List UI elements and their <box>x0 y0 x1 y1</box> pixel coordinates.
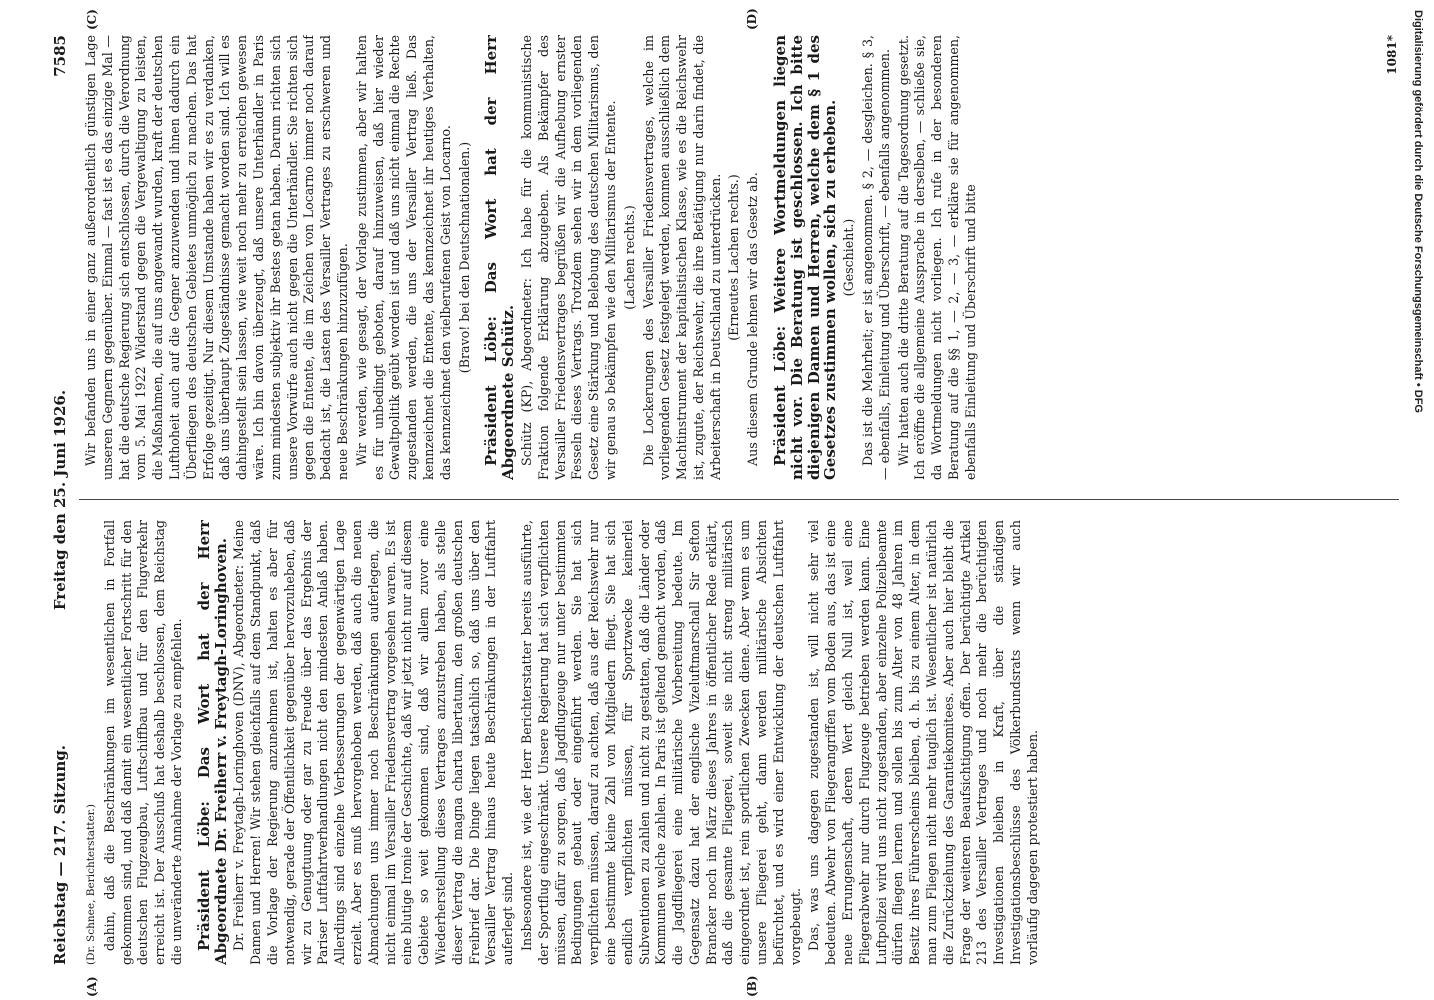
president-statement: Präsident Löbe: Weitere Wortmeldungen liegen nicht vor. Die Beratung ist geschlossen. Ich bitte diejenigen Damen und Herren, welche dem § 1 des Gesetzes zustimmen wollen, sich zu erheben. <box>771 35 840 480</box>
marker-b: (B) <box>745 975 759 997</box>
header-date: Freitag den 25. Juni 1926. <box>51 389 69 611</box>
page-header <box>45 35 75 965</box>
signature-mark: 1081* <box>1385 35 1399 75</box>
marker-c: (C) <box>85 9 99 30</box>
digitization-credit <box>1404 10 1430 990</box>
credit-text: Digitalisierung gefördert durch die Deutsche Forschungsgemeinschaft • DFG <box>1412 10 1424 413</box>
marker-a: (A) <box>85 976 99 997</box>
interjection: (Bravo! bei den Deutschnationalen.) <box>456 141 472 374</box>
paragraph: Insbesondere ist, wie der Herr Berichterstatter bereits ausführte, der Sportflug eingeschränkt. Unsere Regierung hat sich verpflichten müssen, dafür zu sorgen, daß Jagdflugzeuge nur unter bestimmten Bedingungen gebaut oder eingeführt werden. Sie hat sich verpflichten müssen, darauf zu achten, daß aus der Reichswehr nur eine bestimmte kleine Zahl von Mitgliedern fliegt. Sie hat sich endlich verpflichten müssen, für Sportzwecke keinerlei Subventionen zu zahlen und nicht zu gestatten, daß die Länder oder Kommunen welche zahlen. In Paris ist geltend gemacht worden, daß die Jagdfliegerei eine militärische Vorbereitung bedeute. Im Gegensatz dazu hat der englische Vizeluftmarschall Sir Sefton Brancker noch im März dieses Jahres in öffentlicher Rede erklärt, daß die gesamte Fliegerei, soweit sie nicht streng militärisch eingeordnet ist, rein sportlichen Zwecken diene. Aber wenn es um unsere Fliegerei geht, dann werden militärische Absichten befürchtet, und es wird einer Entwicklung der deutschen Luftfahrt vorgebeugt. <box>518 520 803 965</box>
interjection: (Lachen rechts.) <box>621 205 637 310</box>
paragraph: Die Lockerungen des Versailler Friedensvertrages, welche im vorliegenden Gesetz festgelegt werden, kommen ausschließlich dem Machtinstrument der kapitalistischen Klasse, wie es die Reichswehr ist, zugute, der Reichswehr, die ihre Betätigung nur darin findet, die Arbeiterschaft in Deutschland zu unterdrücken. <box>640 35 723 480</box>
document-page <box>45 8 1405 997</box>
paragraph: dahin, daß die Beschränkungen im wesentlichen in Fortfall gekommen sind, und daß damit ein wesentlicher Fortschritt für den deutschen Flugzeugbau, Luftschiffbau und für den Flugverkehr erreicht ist. Der Ausschuß hat deshalb beschlossen, dem Reichstag die unveränderte Annahme der Vorlage zu empfehlen. <box>101 520 184 965</box>
president-statement: Präsident Löbe: Das Wort hat der Herr Abgeordnete Dr. Freiherr v. Freytagh-Loringhoven. <box>194 520 230 965</box>
header-left: Reichstag — 217. Sitzung. <box>51 744 69 965</box>
speaker-line: (Dr. Schnee, Berichterstatter.) <box>85 804 97 965</box>
interjection: (Geschieht.) <box>841 218 857 297</box>
paragraph: Das ist die Mehrheit; er ist angenommen. § 2, — desgleichen. § 3, — ebenfalls, Einleitung und Überschrift, — ebenfalls angenommen. <box>860 35 892 480</box>
right-column <box>83 35 1403 480</box>
marker-d: (D) <box>745 8 759 30</box>
page-number: 7585 <box>51 35 69 77</box>
paragraph: Wir hatten auch die dritte Beratung auf die Tagesordnung gesetzt. Ich eröffne die allgemeine Aussprache in derselben, — schließe sie, da Wortmeldungen nicht vorliegen. Ich rufe in der besonderen Beratung auf die §§ 1, — 2, — 3, — erkläre sie für angenommen, ebenfalls Einleitung und Überschrift und bitte <box>895 35 978 480</box>
paragraph: Wir werden, wie gesagt, der Vorlage zustimmen, aber wir halten es für unbedingt geboten, darauf hinzuweisen, daß hier wieder Gewaltpolitik geübt worden ist und daß uns nicht einmal die Rechte zugestanden werden, die uns der Versailler Vertrag ließ. Das kennzeichnet die Entente, das kennzeichnet ihr heutiges Verhalten, das kennzeichnet den vielberufenen Geist von Locarno. <box>353 35 453 480</box>
president-statement: Präsident Löbe: Das Wort hat der Herr Abgeordnete Schütz. <box>482 35 518 480</box>
paragraph: Das, was uns dagegen zugestanden ist, will nicht sehr viel bedeuten. Abwehr von Fliegerangriffen vom Boden aus, das ist eine neue Errungenschaft, deren Wert gleich Null ist, weil eine Fliegerabwehr nur durch Flugzeuge betrieben werden kann. Eine Luftpolizei wird uns nicht zugestanden, aber einzelne Polizeibeamte dürfen fliegen lernen und sollen bis zum Alter von 48 Jahren im Besitz ihres Führerscheins bleiben, d. h. bis zu einem Alter, in dem man zum Fliegen nicht mehr tauglich ist. Wesentlicher ist natürlich die Zurückziehung des Garantiekomitees. Aber auch hier bleibt die Frage der weiteren Beaufsichtigung offen. Der berüchtigte Artikel 213 des Versailler Vertrages und noch mehr die berüchtigten Investigationen bleiben in Kraft, über die ständigen Investigationsbeschlüsse des Völkerbundsrats wenn wir auch vorläufig dagegen protestiert haben. <box>806 520 1040 965</box>
paragraph: Aus diesem Grunde lehnen wir das Gesetz ab. <box>745 172 761 466</box>
paragraph: Dr. Freiherr v. Freytagh-Loringhoven (DNV), Abgeordneter: Meine Damen und Herren! Wir stehen gleichfalls auf dem Standpunkt, daß die Vorlage der Regierung anzunehmen ist, halten es aber für notwendig, gerade der Öffentlichkeit gegenüber hervorzuheben, daß wir zu Genugtuung oder gar zu Freude über das Ergebnis der Pariser Luftfahrtverhandlungen nicht den mindesten Anlaß haben. Allerdings sind einzelne Verbesserungen der gegenwärtigen Lage erzielt. Aber es muß hervorgehoben werden, daß auch die neuen Abmachungen uns immer noch Beschränkungen auferlegen, die nicht einmal im Versailler Friedensvertrag vorgesehen waren. Es ist eine blutige Ironie der Geschichte, daß wir jetzt nicht nur auf diesem Gebiete so weit gekommen sind, daß wir allem zuvor eine Wiederherstellung dieses Vertrages anzustreben haben, als stelle dieser Vertrag die magna charta libertatum, den großen deutschen Freibrief dar. Die Dinge liegen tatsächlich so, daß uns über den Versailler Vertrag hinaus heute Beschränkungen in der Luftfahrt auferlegt sind. <box>231 520 516 965</box>
column-divider <box>79 499 1399 500</box>
left-column <box>83 520 1403 965</box>
interjection: (Erneutes Lachen rechts.) <box>726 174 742 341</box>
paragraph: Wir befanden uns in einer ganz außerordentlich günstigen Lage unseren Gegnern gegenüber. Einmal — fast ist es das einzige Mal — hat die deutsche Regierung sich entschlossen, durch die Verordnung vom 5. Mai 1922 Widerstand gegen die Vergewaltigung zu leisten, die Maßnahmen, die auf uns angewandt wurden, kraft der deutschen Lufthoheit auch auf die Gegner anzuwenden und ihnen dadurch ein Überfliegen des deutschen Gebietes unmöglich zu machen. Das hat Erfolge gezeitigt. Nur diesem Umstande haben wir es zu verdanken, daß uns überhaupt Zugeständnisse gemacht worden sind. Ich will es dahingestellt sein lassen, wie weit noch mehr zu erreichen gewesen wäre. Ich bin davon überzeugt, daß unsere Unterhändler in Paris zum mindesten subjektiv ihr Bestes getan haben. Darum richten sich unsere Vorwürfe auch nicht gegen die Unterhändler. Sie richten sich gegen die Entente, die im Zeichen von Locarno immer noch darauf bedacht ist, die Lasten des Versailler Vertrages zu erschweren und neue Beschränkungen hinzuzufügen. <box>83 35 350 480</box>
paragraph: Schütz (KP), Abgeordneter: Ich habe für die kommunistische Fraktion folgende Erklärung abzugeben. Als Bekämpfer des Versailler Friedensvertrages begrüßen wir die Aufhebung ernster Fesseln dieses Vertrags. Trotzdem sehen wir in dem vorliegenden Gesetz eine Stärkung und Belebung des deutschen Militarismus, den wir genau so bekämpfen wie den Militarismus der Entente. <box>518 35 618 480</box>
